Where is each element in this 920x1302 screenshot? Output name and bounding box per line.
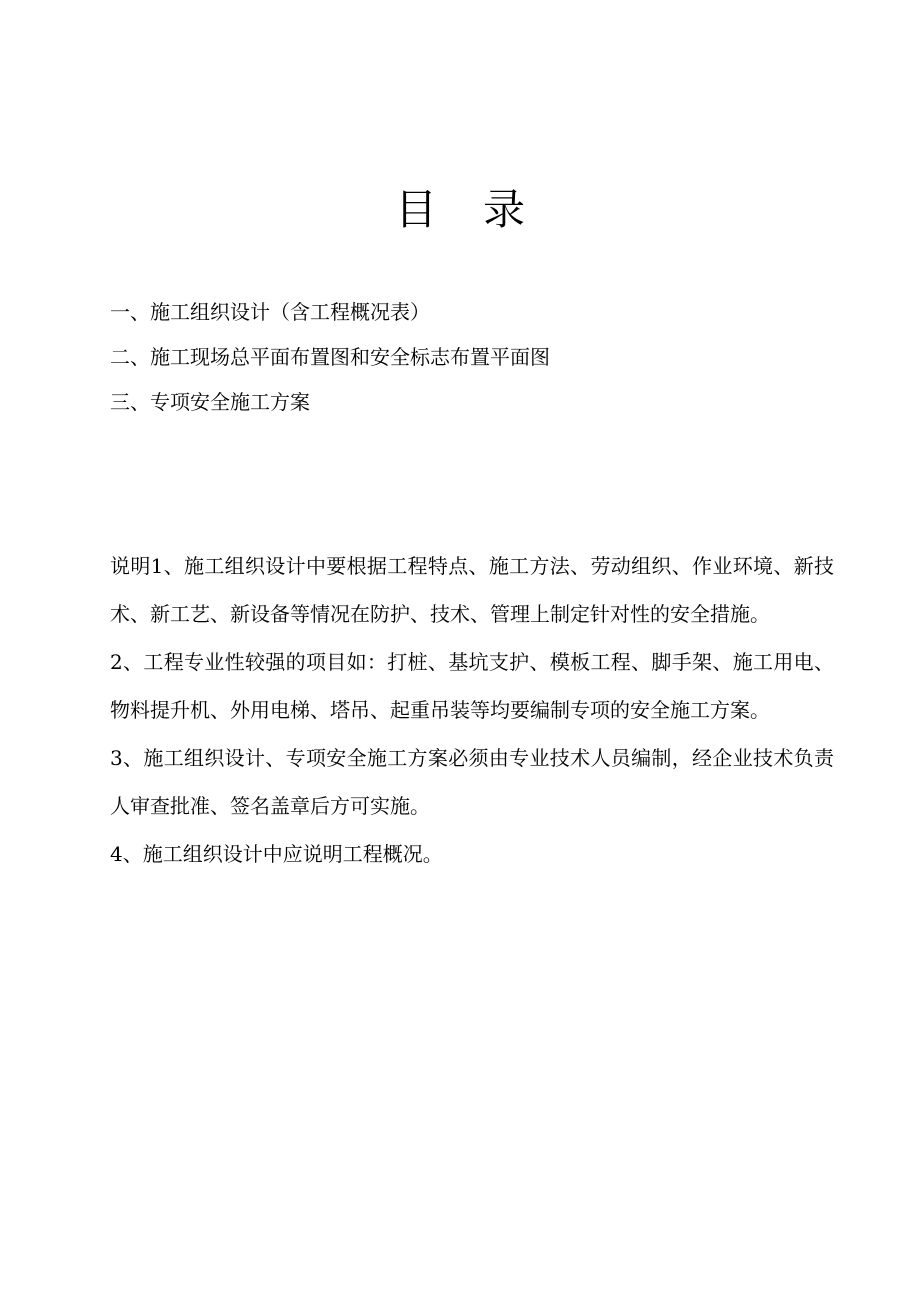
title-char-1: 目 bbox=[394, 185, 437, 234]
note-1: 说明1、施工组织设计中要根据工程特点、施工方法、劳动组织、作业环境、新技术、新工艺、新设备等情况在防护、技术、管理上制定针对性的安全措施。 bbox=[110, 554, 834, 626]
toc-item-2: 二、施工现场总平面布置图和安全标志布置平面图 bbox=[110, 345, 550, 369]
toc-item-3: 三、专项安全施工方案 bbox=[110, 390, 310, 414]
note-3: 3、施工组织设计、专项安全施工方案必须由专业技术人员编制，经企业技术负责人审查批准、签名盖章后方可实施。 bbox=[110, 746, 834, 818]
note-2: 2、工程专业性较强的项目如：打桩、基坑支护、模板工程、脚手架、施工用电、物料提升机、外用电梯、塔吊、起重吊装等均要编制专项的安全施工方案。 bbox=[110, 650, 834, 722]
notes-section bbox=[110, 542, 834, 878]
toc-item-1: 一、施工组织设计（含工程概况表） bbox=[110, 300, 430, 324]
page-title bbox=[0, 182, 920, 238]
title-char-2: 录 bbox=[483, 185, 526, 234]
note-4: 4、施工组织设计中应说明工程概况。 bbox=[110, 842, 443, 866]
table-of-contents bbox=[110, 300, 830, 435]
